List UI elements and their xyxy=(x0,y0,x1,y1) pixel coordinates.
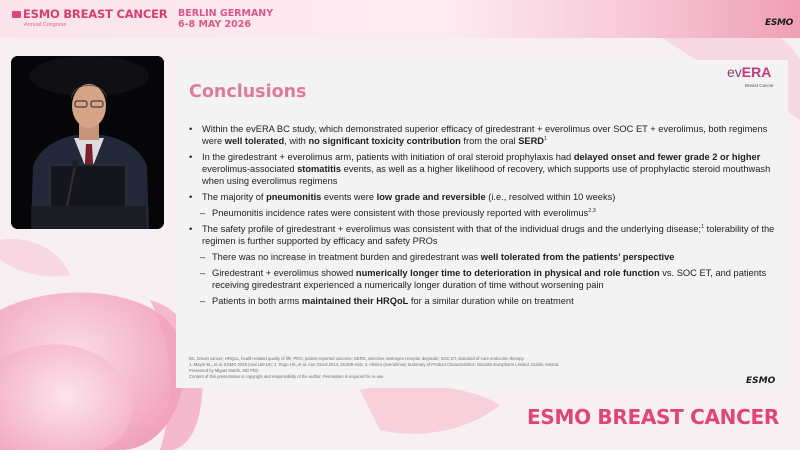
bullet-item xyxy=(188,151,780,187)
bold-text: maintained their HRQoL xyxy=(301,296,409,306)
bullet-text: Patients in both arms xyxy=(212,296,302,306)
presentation-slide xyxy=(176,60,788,388)
bullet-item xyxy=(188,123,780,147)
bullet-text: In the giredestrant + everolimus arm, patients with initiation of oral steroid prophylaxis had xyxy=(202,152,574,162)
bold-text: numerically longer time to deterioration in physical and role function xyxy=(355,268,660,278)
conference-header xyxy=(0,0,800,38)
bullet-item xyxy=(188,191,780,203)
slide-footnotes xyxy=(189,356,639,380)
speaker-figure-icon xyxy=(11,56,164,229)
esmo-brand-logo: ESMO xyxy=(765,18,794,28)
bold-text: low grade and reversible xyxy=(376,192,486,202)
bullet-text: Within the evERA BC study, which demonstrated superior efficacy of giredestrant + everolimus over SOC ET + everolimus, both regimens were xyxy=(202,124,768,146)
bullet-text: from the oral xyxy=(460,136,519,146)
bold-text: stomatitis xyxy=(297,164,341,174)
event-location xyxy=(178,8,273,30)
bullet-text: The majority of xyxy=(202,192,267,202)
sub-bullet-item xyxy=(188,267,780,291)
speaker-video-feed xyxy=(11,56,164,229)
evera-logo-main: ERA xyxy=(741,64,772,80)
bold-text: delayed onset and fewer grade 2 or higher xyxy=(573,152,761,162)
slide-title: Conclusions xyxy=(189,82,307,102)
footnote-line: BC, breast cancer; HRQoL, health-related quality of life; PRO, patient-reported outcome; SERD, selective oestrogen receptor degrader; SOC ET, standard-of-care endocrine therapy. xyxy=(189,356,525,361)
slide-esmo-logo: ESMO xyxy=(746,376,776,386)
reference-superscript: 1 xyxy=(700,224,705,230)
bottom-event-banner: ESMO BREAST CANCER xyxy=(527,405,779,429)
bold-text: SERD xyxy=(518,136,545,146)
bold-text: well tolerated from the patients’ perspective xyxy=(480,252,675,262)
bold-text: pneumonitis xyxy=(266,192,322,202)
bullet-text: tolerability of the regimen is further supported by efficacy and safety PROs xyxy=(202,224,775,246)
event-dates: 6-8 MAY 2026 xyxy=(178,19,251,30)
bold-text: well tolerated xyxy=(224,136,285,146)
evera-logo xyxy=(727,64,771,80)
sub-bullet-item xyxy=(188,295,780,307)
bullet-text: Pneumonitis incidence rates were consistent with those previously reported with everolimus xyxy=(212,208,589,218)
sub-bullet-item xyxy=(188,207,780,219)
bullet-text: vs. SOC ET, and patients receiving giredestrant experienced a numerically longer duration of time without worsening pain xyxy=(212,268,767,290)
conclusions-bullet-list xyxy=(188,123,780,311)
sub-bullet-item xyxy=(188,251,780,263)
bullet-text: events, as well as a higher likelihood of recovery, which supports use of prophylactic steroid mouthwash when using everolimus regimens xyxy=(202,164,771,186)
bullet-text: for a similar duration while on treatment xyxy=(408,296,574,306)
bullet-text: , with xyxy=(284,136,309,146)
evera-logo-subtitle: Breast Cancer xyxy=(745,83,774,88)
bullet-text: everolimus-associated xyxy=(202,164,298,174)
reference-superscript: 1 xyxy=(544,136,548,142)
bullet-text: events were xyxy=(321,192,377,202)
esmo-mini-logo-icon xyxy=(12,11,21,18)
bold-text: no significant toxicity contribution xyxy=(308,136,461,146)
footnote-line: 1. Mayer EL, et al. ESMO 2025 (oral LBA18); 2. Rugo HS, et al. Ann Oncol 2014; 25:808–815; 3. Afinitor (everolimus) Summary of Product Characteristics. Novartis Europharm Limited. Dublin, Ireland. xyxy=(189,362,560,367)
bullet-text: There was no increase in treatment burden and giredestrant was xyxy=(212,252,481,262)
bullet-text: (i.e., resolved within 10 weeks) xyxy=(485,192,616,202)
event-subtitle: Annual Congress xyxy=(24,22,67,28)
footnote-line: Content of this presentation is copyright and responsibility of the author. Permission is required for re-use. xyxy=(189,374,385,379)
bullet-item xyxy=(188,223,780,247)
event-city: BERLIN GERMANY xyxy=(178,8,274,19)
evera-logo-prefix: ev xyxy=(727,64,742,80)
reference-superscript: 2,3 xyxy=(588,208,596,214)
footnote-line: Presented by Miguel Martín, MD PhD xyxy=(189,368,259,373)
event-title: ESMO BREAST CANCER xyxy=(23,7,168,21)
bullet-text: The safety profile of giredestrant + everolimus was consistent with that of the individual drugs and the underlying disease; xyxy=(202,224,701,234)
bullet-text: Giredestrant + everolimus showed xyxy=(212,268,356,278)
